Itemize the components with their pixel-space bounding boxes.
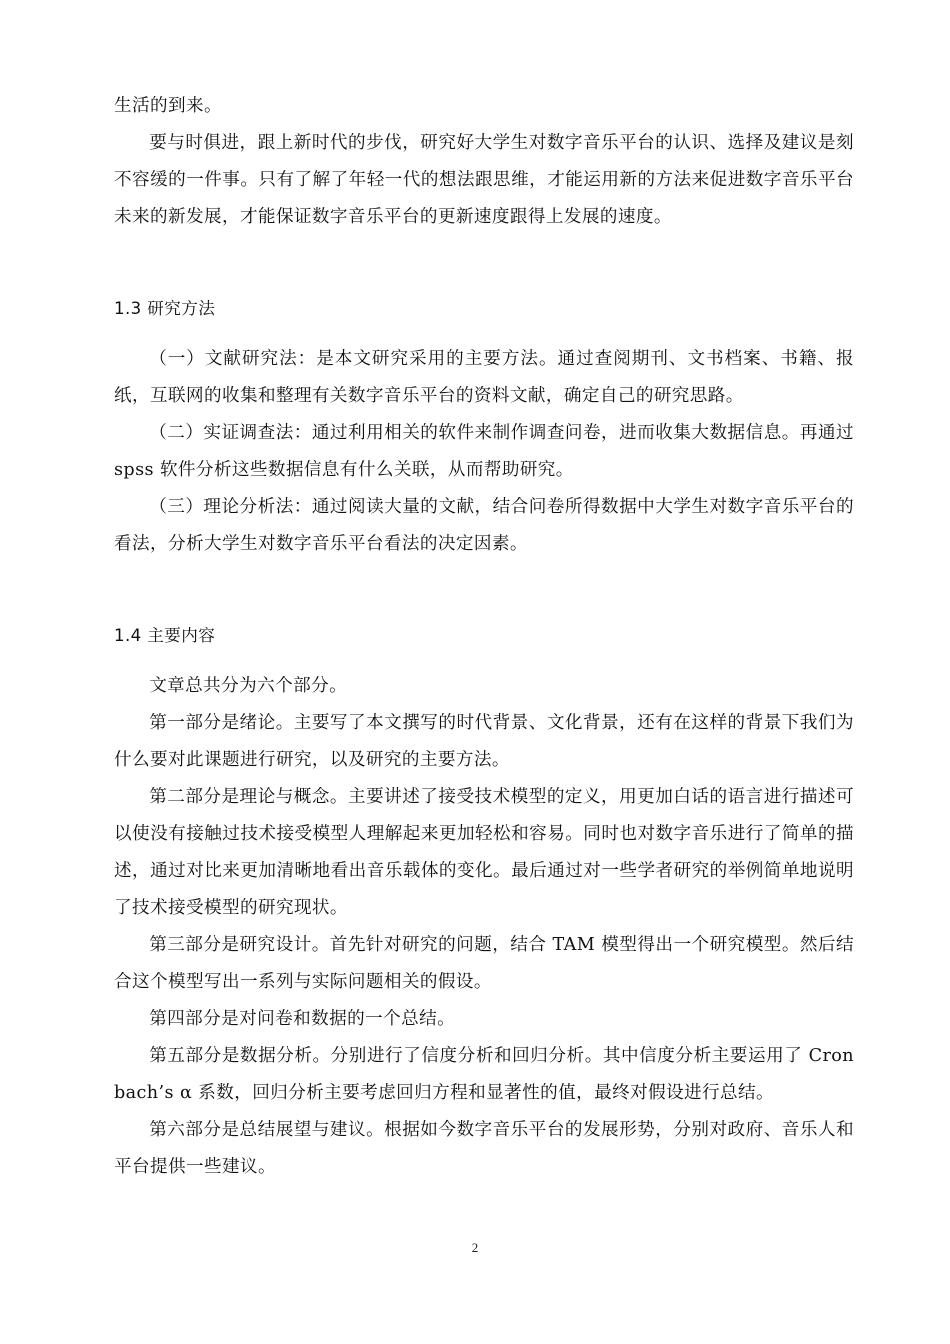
paragraph-part-4: 第四部分是对问卷和数据的一个总结。 (149, 1009, 456, 1029)
spacer (114, 327, 854, 341)
section-heading-main-content: 1.4 主要内容 (114, 626, 216, 645)
page-body (114, 88, 854, 1186)
paragraph-intro: 要与时俱进，跟上新时代的步伐，研究好大学生对数字音乐平台的认识、选择及建议是刻不容缓的一件事。只有了解了年轻一代的想法跟思维，才能运用新的方法来促进数字音乐平台未来的新发展，才能保证数字音乐平台的更新速度跟得上发展的速度。 (114, 133, 854, 227)
paragraph-method-theory: （三）理论分析法：通过阅读大量的文献，结合问卷所得数据中大学生对数字音乐平台的看法，分析大学生对数字音乐平台看法的决定因素。 (114, 497, 854, 554)
paragraph-method-literature: （一）文献研究法：是本文研究采用的主要方法。通过查阅期刊、文书档案、书籍、报纸，互联网的收集和整理有关数字音乐平台的资料文献，确定自己的研究思路。 (114, 349, 854, 406)
paragraph-part-2: 第二部分是理论与概念。主要讲述了接受技术模型的定义，用更加白话的语言进行描述可以使没有接触过技术接受模型人理解起来更加轻松和容易。同时也对数字音乐进行了简单的描述，通过对比来更加清晰地看出音乐载体的变化。最后通过对一些学者研究的举例简单地说明了技术接受模型的研究现状。 (114, 787, 854, 918)
paragraph-part-5: 第五部分是数据分析。分别进行了信度分析和回归分析。其中信度分析主要运用了 Cronbach’s α 系数，回归分析主要考虑回归方程和显著性的值，最终对假设进行总结。 (114, 1046, 854, 1103)
paragraph-overview: 文章总共分为六个部分。 (149, 676, 348, 696)
paragraph-method-survey: （二）实证调查法：通过利用相关的软件来制作调查问卷，进而收集大数据信息。再通过 spss 软件分析这些数据信息有什么关联，从而帮助研究。 (114, 423, 854, 480)
section-heading-research-methods: 1.3 研究方法 (114, 299, 216, 318)
spacer (114, 654, 854, 668)
paragraph-part-1: 第一部分是绪论。主要写了本文撰写的时代背景、文化背景，还有在这样的背景下我们为什么要对此课题进行研究，以及研究的主要方法。 (114, 713, 854, 770)
page-number: 2 (471, 1240, 479, 1255)
spacer (114, 236, 854, 290)
paragraph-part-6: 第六部分是总结展望与建议。根据如今数字音乐平台的发展形势，分别对政府、音乐人和平台提供一些建议。 (114, 1120, 854, 1177)
paragraph-part-3: 第三部分是研究设计。首先针对研究的问题，结合 TAM 模型得出一个研究模型。然后结合这个模型写出一系列与实际问题相关的假设。 (114, 935, 854, 992)
paragraph-continuation: 生活的到来。 (114, 96, 222, 116)
spacer (114, 563, 854, 617)
